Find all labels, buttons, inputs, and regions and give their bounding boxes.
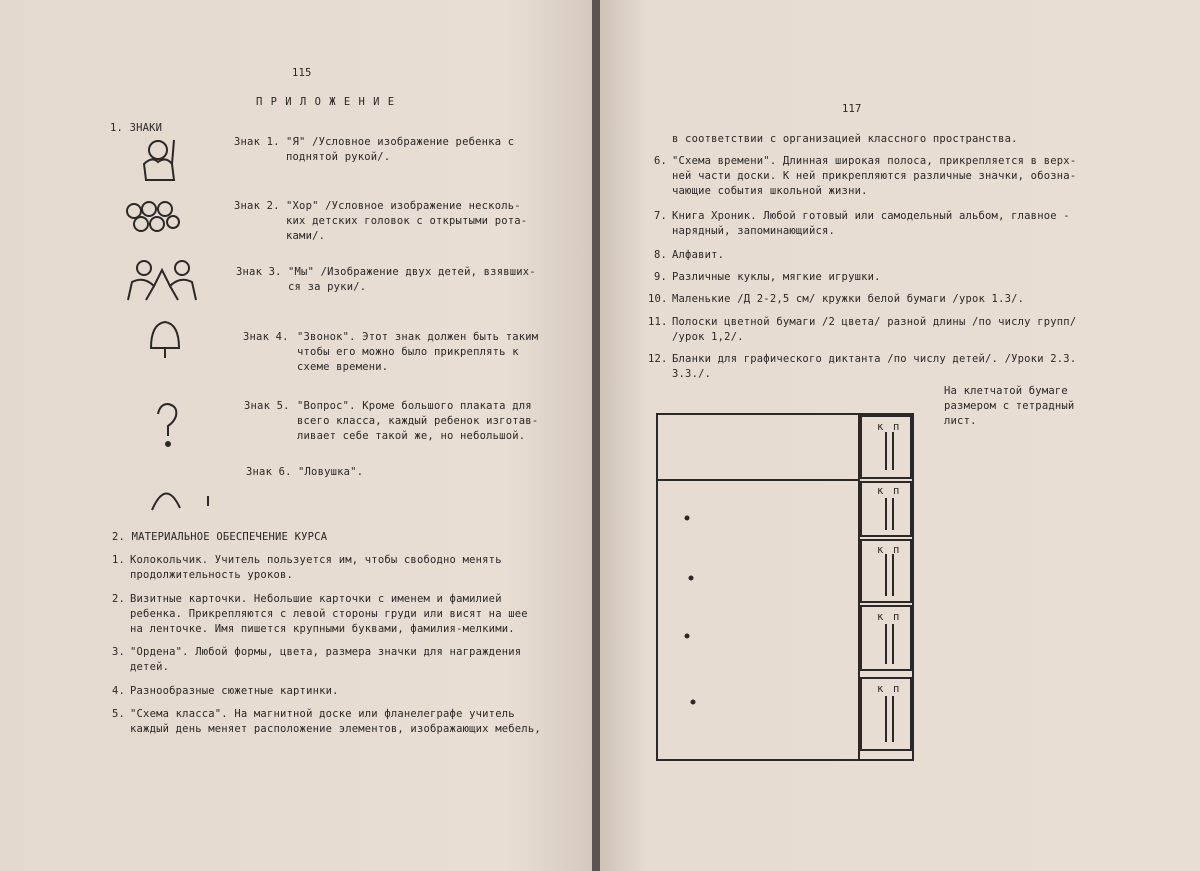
- list-item: Визитные карточки. Небольшие карточки с именем и фамилией ребенка. Прикрепляются с левой стороны груди или висят на шее на ленточке. Имя пишется крупными буквами, фамилия-мелкими.: [130, 593, 528, 635]
- cell-label-k: к: [877, 485, 884, 497]
- list-item: Полоски цветной бумаги /2 цвета/ разной длины /по числу групп/ /урок 1,2/.: [672, 316, 1077, 343]
- cell-label-k: к: [877, 544, 884, 556]
- list-item-number: 4.: [112, 685, 126, 697]
- sign-1-label: Знак 1.: [234, 136, 280, 148]
- cell-label-p: п: [893, 421, 900, 433]
- sign-6-text: "Ловушка".: [298, 466, 364, 478]
- cell-label-k: к: [877, 611, 884, 623]
- cell-label-p: п: [893, 485, 900, 497]
- list-item: "Схема класса". На магнитной доске или фланелеграфе учитель каждый день меняет расположение элементов, изображающих мебель,: [130, 708, 541, 735]
- list-item-number: 12.: [648, 353, 668, 365]
- raised-hand-child-icon: [138, 138, 182, 182]
- cell-label-p: п: [893, 611, 900, 623]
- list-item-number: 1.: [112, 554, 126, 566]
- sign-4-label: Знак 4.: [243, 331, 289, 343]
- cell-label-p: п: [893, 544, 900, 556]
- bell-icon: [145, 318, 187, 364]
- sign-5-text: "Вопрос". Кроме большого плаката для всего класса, каждый ребенок изготав- ливает себе такой же, но небольшой.: [297, 400, 539, 442]
- continuation-text: в соответствии с организацией классного пространства.: [672, 133, 1018, 145]
- sign-6-label: Знак 6.: [246, 466, 292, 478]
- question-mark-icon: [152, 402, 184, 450]
- sign-1-text: "Я" /Условное изображение ребенка с поднятой рукой/.: [286, 136, 515, 163]
- list-item: Различные куклы, мягкие игрушки.: [672, 271, 881, 283]
- list-item: Маленькие /Д 2-2,5 см/ кружки белой бумаги /урок 1.3/.: [672, 293, 1025, 305]
- section-signs-heading: 1. ЗНАКИ: [110, 122, 163, 134]
- list-item: Колокольчик. Учитель пользуется им, чтобы свободно менять продолжительность уроков.: [130, 554, 502, 581]
- page-number: 117: [842, 103, 862, 115]
- list-item-number: 2.: [112, 593, 126, 605]
- page-number: 115: [292, 67, 312, 79]
- diagram-note: На клетчатой бумаге размером с тетрадный лист.: [944, 385, 1075, 427]
- list-item: "Ордена". Любой формы, цвета, размера значки для награждения детей.: [130, 646, 522, 673]
- list-item-number: 3.: [112, 646, 126, 658]
- choir-faces-icon: [125, 197, 181, 235]
- sign-2-label: Знак 2.: [234, 200, 280, 212]
- cell-label-k: к: [877, 683, 884, 695]
- appendix-title: П Р И Л О Ж Е Н И Е: [256, 96, 396, 108]
- section-materials-heading: 2. МАТЕРИАЛЬНОЕ ОБЕСПЕЧЕНИЕ КУРСА: [112, 531, 328, 543]
- trap-arc-icon: [148, 474, 218, 514]
- right-page: [600, 0, 1200, 871]
- sign-2-text: "Хор" /Условное изображение несколь- ких детских головок с открытыми рота- ками/.: [286, 200, 528, 242]
- sign-3-label: Знак 3.: [236, 266, 282, 278]
- list-item: Книга Хроник. Любой готовый или самодельный альбом, главное - нарядный, запоминающийся.: [672, 210, 1070, 237]
- dictation-form-diagram: [655, 412, 925, 766]
- cell-label-k: к: [877, 421, 884, 433]
- list-item-number: 5.: [112, 708, 126, 720]
- list-item-number: 11.: [648, 316, 668, 328]
- list-item: Бланки для графического диктанта /по числу детей/. /Уроки 2.3. 3.3./.: [672, 353, 1077, 380]
- left-page: [0, 0, 596, 871]
- list-item-number: 10.: [648, 293, 668, 305]
- two-children-holding-hands-icon: [124, 258, 206, 306]
- list-item-number: 8.: [654, 249, 668, 261]
- list-item-number: 7.: [654, 210, 668, 222]
- sign-4-text: "Звонок". Этот знак должен быть таким чтобы его можно было прикреплять к схеме времени.: [297, 331, 539, 373]
- list-item: "Схема времени". Длинная широкая полоса, прикрепляется в верх- ней части доски. К ней прикрепляются различные значки, обозна- чающие события школьной жизни.: [672, 155, 1077, 197]
- sign-5-label: Знак 5.: [244, 400, 290, 412]
- list-item-number: 9.: [654, 271, 668, 283]
- list-item: Разнообразные сюжетные картинки.: [130, 685, 339, 697]
- sign-3-text: "Мы" /Изображение двух детей, взявших- ся за руки/.: [288, 266, 536, 293]
- list-item: Алфавит.: [672, 249, 725, 261]
- list-item-number: 6.: [654, 155, 668, 167]
- cell-label-p: п: [893, 683, 900, 695]
